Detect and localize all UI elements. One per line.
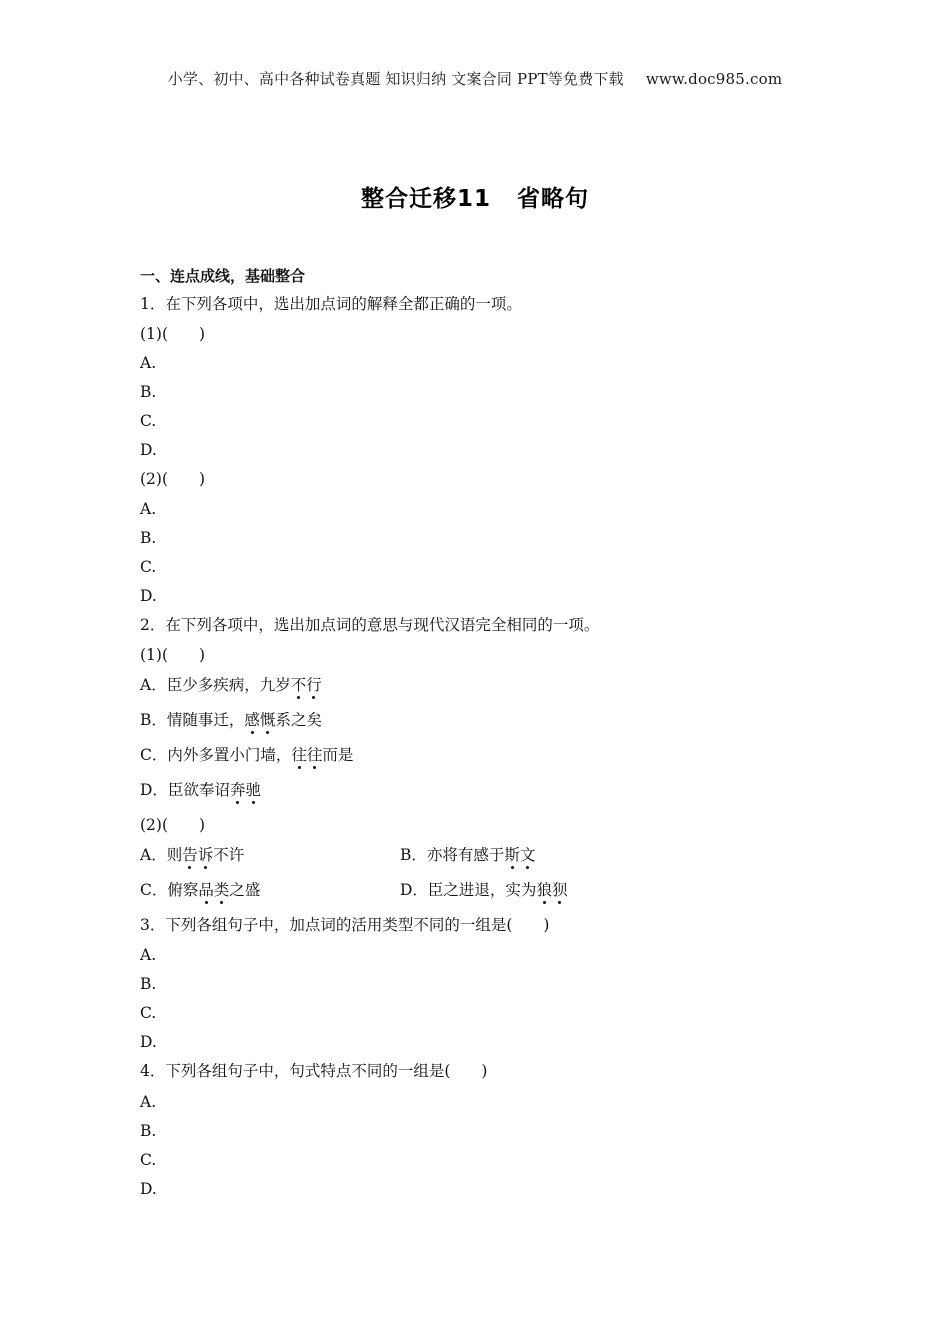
- q2-part1-option-c: [140, 745, 353, 765]
- option-text: A．臣少多疾病，九岁: [140, 676, 291, 694]
- option-text: D．臣之进退，实为: [400, 881, 537, 899]
- dotted-char: 斯: [504, 846, 520, 864]
- dotted-char: 狼: [536, 881, 552, 899]
- q2-part2-option-b: [400, 845, 535, 865]
- page-title: [0, 180, 950, 213]
- q2-part1-option-a: [140, 675, 322, 695]
- q2-stem: 2．在下列各项中，选出加点词的意思与现代汉语完全相同的一项。: [140, 616, 600, 634]
- q2-part2-row2: [140, 880, 780, 900]
- dotted-char: 往: [306, 746, 323, 764]
- header-text: 小学、初中、高中各种试卷真题 知识归纳 文案合同 PPT等免费下载: [167, 70, 624, 88]
- dotted-char: 诉: [197, 846, 214, 864]
- page-header: [0, 68, 950, 89]
- q1-part1-option-d: D.: [140, 441, 157, 459]
- q1-part2-option-a: A.: [140, 500, 157, 518]
- dotted-char: 奔: [229, 781, 246, 799]
- option-text: 之盛: [229, 881, 261, 899]
- option-text: 系之矣: [275, 711, 322, 729]
- q2-part2-option-a: [140, 846, 244, 864]
- option-text: 不许: [213, 846, 245, 864]
- option-text: D．臣欲奉诏: [140, 781, 230, 799]
- option-text: C．俯察: [140, 881, 199, 899]
- q3-option-b: B.: [140, 975, 157, 993]
- option-text: C．内外多置小门墙，: [140, 746, 292, 764]
- dotted-char: 往: [291, 746, 307, 764]
- q3-stem: 3．下列各组句子中，加点词的活用类型不同的一组是( ): [140, 916, 550, 934]
- dotted-char: 不: [290, 676, 307, 694]
- q1-part1-option-a: A.: [140, 354, 157, 372]
- title-main: 整合迁移11: [360, 186, 491, 212]
- header-site: www.doc985.com: [645, 70, 783, 88]
- dotted-char: 慨: [259, 711, 276, 729]
- dotted-char: 行: [306, 676, 322, 694]
- dotted-char: 文: [519, 846, 536, 864]
- q2-part2-row1: [140, 845, 780, 865]
- q1-stem: 1．在下列各项中，选出加点词的解释全都正确的一项。: [140, 295, 522, 313]
- q2-part2-option-d: [400, 880, 567, 900]
- option-text: B．情随事迁，: [140, 711, 245, 729]
- dotted-char: 品: [198, 881, 214, 899]
- q1-part1-option-c: C.: [140, 412, 157, 430]
- q1-part2-option-c: C.: [140, 558, 157, 576]
- q1-part1-option-b: B.: [140, 383, 157, 401]
- title-sub: 省略句: [517, 186, 589, 212]
- q1-part2-label: (2)( ): [140, 470, 206, 488]
- q2-part1-option-b: [140, 710, 322, 730]
- q2-part2-option-c: [140, 881, 260, 899]
- option-text: B．亦将有感于: [400, 846, 505, 864]
- q4-option-a: A.: [140, 1093, 157, 1111]
- q4-stem: 4．下列各组句子中，句式特点不同的一组是( ): [140, 1062, 488, 1080]
- q2-part2-label: (2)( ): [140, 816, 206, 834]
- option-text: 而是: [322, 746, 354, 764]
- q2-part1-label: (1)( ): [140, 646, 206, 664]
- dotted-char: 告: [182, 846, 198, 864]
- q3-option-c: C.: [140, 1004, 157, 1022]
- q3-option-d: D.: [140, 1033, 157, 1051]
- q1-part1-label: (1)( ): [140, 325, 206, 343]
- dotted-char: 驰: [245, 781, 261, 799]
- dotted-char: 类: [213, 881, 230, 899]
- q4-option-d: D.: [140, 1180, 157, 1198]
- q4-option-c: C.: [140, 1151, 157, 1169]
- q1-part2-option-d: D.: [140, 587, 157, 605]
- section-heading: 一、连点成线，基础整合: [140, 267, 306, 285]
- dotted-char: 感: [244, 711, 260, 729]
- dotted-char: 狈: [551, 881, 568, 899]
- option-text: A．则: [140, 846, 183, 864]
- q3-option-a: A.: [140, 946, 157, 964]
- q1-part2-option-b: B.: [140, 529, 157, 547]
- q4-option-b: B.: [140, 1122, 157, 1140]
- q2-part1-option-d: [140, 780, 261, 800]
